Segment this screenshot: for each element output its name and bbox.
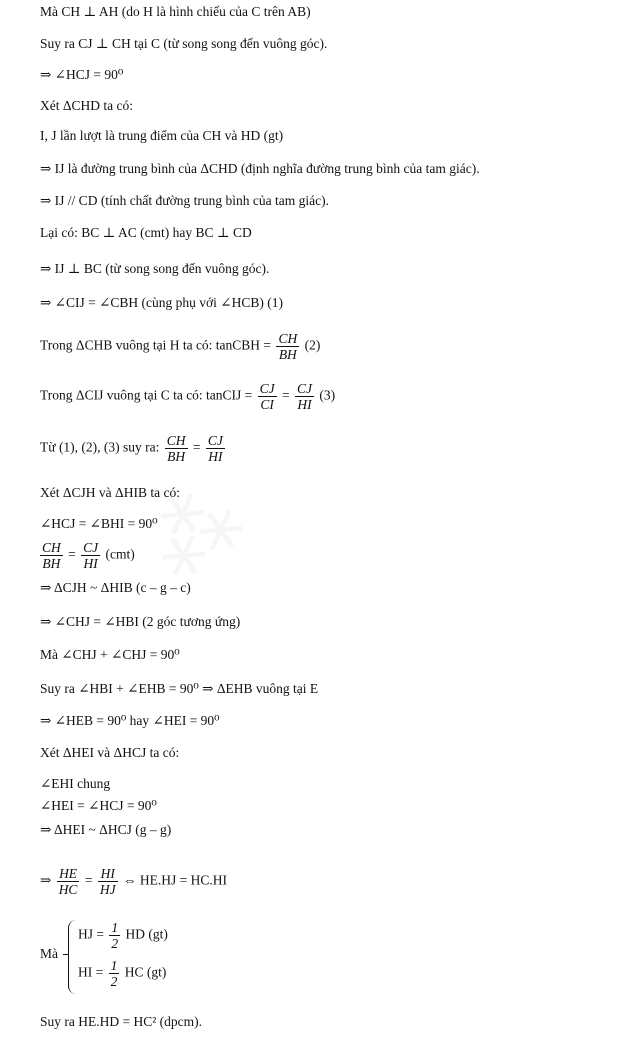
fraction-hi-hj: $\frac{HI}{HJ}$ xyxy=(99,866,116,897)
line-27-row-2-lhs: HI = xyxy=(78,964,104,980)
line-18: ⇒ ∠CHJ = ∠HBI (2 góc tương ứng) xyxy=(40,614,241,629)
line-14: Xét ΔCJH và ΔHIB ta có: xyxy=(40,485,180,500)
fraction-cj-hi-3: $\frac{CJ}{HI}$ xyxy=(83,540,99,571)
equals-sign: = xyxy=(68,546,76,562)
line-20: Suy ra ∠HBI + ∠EHB = 90⁰ ⇒ ΔEHB vuông tại E xyxy=(40,681,319,696)
line-7: ⇒ IJ // CD (tính chất đường trung bình của tam giác). xyxy=(40,193,329,208)
line-23: ∠EHI chung xyxy=(40,776,111,791)
line-13 xyxy=(40,433,227,464)
fraction-half-2: $\frac{1}{2}$ xyxy=(110,958,118,989)
line-5: I, J lần lượt là trung điểm của CH và HD (gt) xyxy=(40,128,284,143)
line-28: Suy ra HE.HD = HC² (dpcm). xyxy=(40,1014,203,1029)
line-1: Mà CH ⊥ AH (do H là hình chiếu của C trên AB) xyxy=(40,4,311,19)
fraction-ch-bh-2: $\frac{CH}{BH}$ xyxy=(166,433,186,464)
fraction-cj-hi: $\frac{CJ}{HI}$ xyxy=(297,381,313,412)
line-6: ⇒ IJ là đường trung bình của ΔCHD (định nghĩa đường trung bình của tam giác). xyxy=(40,161,480,176)
fraction-cj-ci: $\frac{CJ}{CI}$ xyxy=(259,381,275,412)
line-24: ∠HEI = ∠HCJ = 90⁰ xyxy=(40,798,157,813)
equals-sign: = xyxy=(282,387,290,403)
fraction-cj-hi-2: $\frac{CJ}{HI}$ xyxy=(207,433,223,464)
line-27-row-1-rhs: HD (gt) xyxy=(125,926,168,942)
line-19: Mà ∠CHJ + ∠CHJ = 90⁰ xyxy=(40,647,180,662)
line-12-ref: (3) xyxy=(319,387,336,403)
line-26 xyxy=(40,866,227,897)
line-9: ⇒ IJ ⊥ BC (từ song song đến vuông góc). xyxy=(40,261,270,276)
equals-sign: = xyxy=(192,439,201,455)
line-4: Xét ΔCHD ta có: xyxy=(40,98,134,113)
line-11-text: Trong ΔCHB vuông tại H ta có: tanCBH = xyxy=(40,337,272,353)
equals-sign: = xyxy=(84,872,93,888)
line-16 xyxy=(40,540,135,571)
line-27-row-2 xyxy=(78,958,166,989)
line-3: ⇒ ∠HCJ = 90⁰ xyxy=(40,67,124,82)
fraction-ch-bh: $\frac{CH}{BH}$ xyxy=(278,331,298,362)
line-27-row-1 xyxy=(78,920,168,951)
system-brace xyxy=(68,920,77,994)
line-13-text: Từ (1), (2), (3) suy ra: xyxy=(40,439,160,455)
line-11-ref: (2) xyxy=(304,337,321,353)
line-12 xyxy=(40,381,335,412)
fraction-he-hc: $\frac{HE}{HC}$ xyxy=(58,866,78,897)
line-27-row-2-rhs: HC (gt) xyxy=(124,964,167,980)
line-26-text: ⇔ HE.HJ = HC.HI xyxy=(122,872,227,888)
line-21: ⇒ ∠HEB = 90⁰ hay ∠HEI = 90⁰ xyxy=(40,713,220,728)
implies-sign: ⇒ xyxy=(40,872,52,888)
line-25: ⇒ ΔHEI ~ ΔHCJ (g – g) xyxy=(40,822,172,837)
line-11 xyxy=(40,331,320,362)
line-2: Suy ra CJ ⊥ CH tại C (từ song song đến vuông góc). xyxy=(40,36,328,51)
fraction-ch-bh-3: $\frac{CH}{BH}$ xyxy=(42,540,61,571)
line-10: ⇒ ∠CIJ = ∠CBH (cùng phụ với ∠HCB) (1) xyxy=(40,295,283,310)
line-16-ref: (cmt) xyxy=(105,546,135,562)
line-17: ⇒ ΔCJH ~ ΔHIB (c – g – c) xyxy=(40,580,191,595)
system-brace-tip xyxy=(63,954,69,955)
line-12-text: Trong ΔCIJ vuông tại C ta có: tanCIJ = xyxy=(40,387,253,403)
line-27-label: Mà xyxy=(40,946,58,961)
fraction-half-1: $\frac{1}{2}$ xyxy=(111,920,119,951)
line-22: Xét ΔHEI và ΔHCJ ta có: xyxy=(40,745,180,760)
line-27-row-1-lhs: HJ = xyxy=(78,926,104,942)
line-15: ∠HCJ = ∠BHI = 90⁰ xyxy=(40,516,158,531)
line-8: Lại có: BC ⊥ AC (cmt) hay BC ⊥ CD xyxy=(40,225,252,240)
